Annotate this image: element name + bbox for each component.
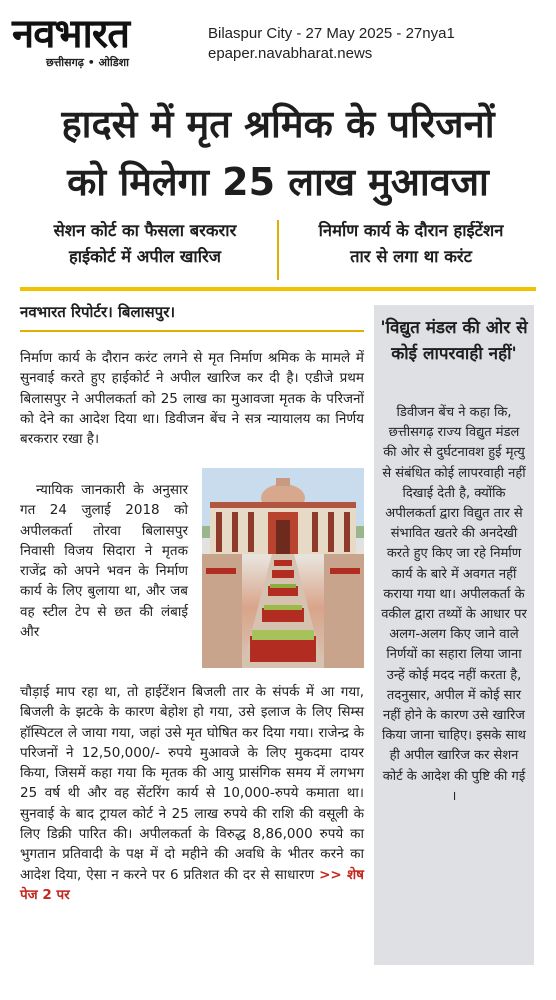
continued-on-page-link[interactable]: >> शेष पेज 2 पर [20,866,364,903]
logo-region: छत्तीसगढ़ • ओडिशा [46,56,129,69]
subhead-right-line-1: निर्माण कार्य के दौरान हाईटेंशन [318,221,504,240]
article-headline [18,95,538,211]
logo-wordmark: नवभारत [12,11,130,57]
newspaper-logo [12,12,190,76]
headline-line-1: हादसे में मृत श्रमिक के परिजनों [61,102,495,146]
byline: नवभारत रिपोर्टर। बिलासपुर। [20,303,176,321]
subhead-right [286,218,536,270]
subhead-divider [277,220,279,280]
sidebar-text: डिवीजन बेंच ने कहा कि, छत्तीसगढ़ राज्य विद्युत मंडल की ओर से दुर्घटनावश हुई मृत्यु से संबंधित कोई लापरवाही नहीं दिखाई देती है, क्योंकि अपीलकर्ता द्वारा विद्युत तार से संभावित खतरे की अनदेखी करते हुए किए जा रहे निर्माण कार्य के बारे में अवगत नहीं कराया गया था। अपीलकर्ता के वकील द्वारा तथ्यों के आधार पर अलग-अलग किए जाने वाले निर्णयों का सहारा लिया जाना उन्हें कोई मदद नहीं करता है, तदनुसार, अपील में कोई सार नहीं होने के कारण उसे खारिज किया जाना चाहिए। इसके साथ ही अपील खारिज कर सेशन कोर्ट के आदेश की पुष्टि की गई । [381,405,527,804]
subhead-left-line-1: सेशन कोर्ट का फैसला बरकरार [53,221,237,240]
subhead-left [20,218,270,270]
paragraph-3-text: चौड़ाई माप रहा था, तो हाईटेंशन बिजली तार के संपर्क में आ गया, बिजली के झटके के कारण बेहोश हो गया, उसे इलाज के लिए सिम्स हॉस्पिटल ले जाया गया, जहां उसे मृत घोषित कर दिया गया। राजेन्द्र के परिजनों ने 12,50,000/- रुपये मुआवजे के लिए मुकदमा दायर किया, जिसमें कहा गया कि मृतक की आयु प्रासंगिक समय में लगभग 25 वर्ष थी और वह सेंटरिंग कार्य से 10,000-रुपये कमाता था। सुनवाई के बाद ट्रायल कोर्ट ने 25 लाख रुपये की राशि की वसूली के लिए डिक्री पारित की। अपीलकर्ता के विरुद्ध 8,86,000 रुपये का भुगतान प्रतिवादी के पक्ष में दो महीने की अवधि के भीतर करने का आदेश दिया, ऐसा न करने पर 6 प्रतिशत की दर से साधारण [20,684,364,883]
sidebar-heading: 'विद्युत मंडल की ओर से कोई लापरवाही नहीं' [380,318,528,364]
article-paragraph-2: न्यायिक जानकारी के अनुसार गत 24 जुलाई 2018 को अपीलकर्ता तोरवा बिलासपुर निवासी विजय सिदारा ने मृतक राजेंद्र को अपने भवन के निर्माण कार्य के लिए बुलाया था, और जब वह स्टील टेप से छत की लंबाई और [20,482,188,641]
subheadings [20,218,536,284]
sidebar-box [374,305,534,965]
edition-line: Bilaspur City - 27 May 2025 - 27nya1 [208,25,455,42]
headline-line-2: को मिलेगा 25 लाख मुआवजा [67,160,489,204]
masthead [0,0,556,80]
byline-rule [20,330,364,332]
edition-info [208,24,455,64]
building-illustration [202,468,364,668]
site-url: epaper.navabharat.news [208,45,373,62]
subhead-left-line-2: हाईकोर्ट में अपील खारिज [69,247,221,266]
article-paragraph-3 [20,682,364,905]
high-court-photo [202,468,364,668]
subhead-right-line-2: तार से लगा था करंट [350,247,472,266]
article-paragraph-1: निर्माण कार्य के दौरान करंट लगने से मृत निर्माण श्रमिक के मामले में सुनवाई करते हुए हाईकोर्ट ने अपील खारिज कर दी है। एडीजे प्रथम बिलासपुर ने अपीलकर्ता को 25 लाख का मुआवजा मृतक के परिजनों को देने का आदेश दिया था। डिवीजन बेंच ने सत्र न्यायालय का निर्णय बरकरार रखा है। [20,350,364,448]
section-rule [20,287,536,291]
